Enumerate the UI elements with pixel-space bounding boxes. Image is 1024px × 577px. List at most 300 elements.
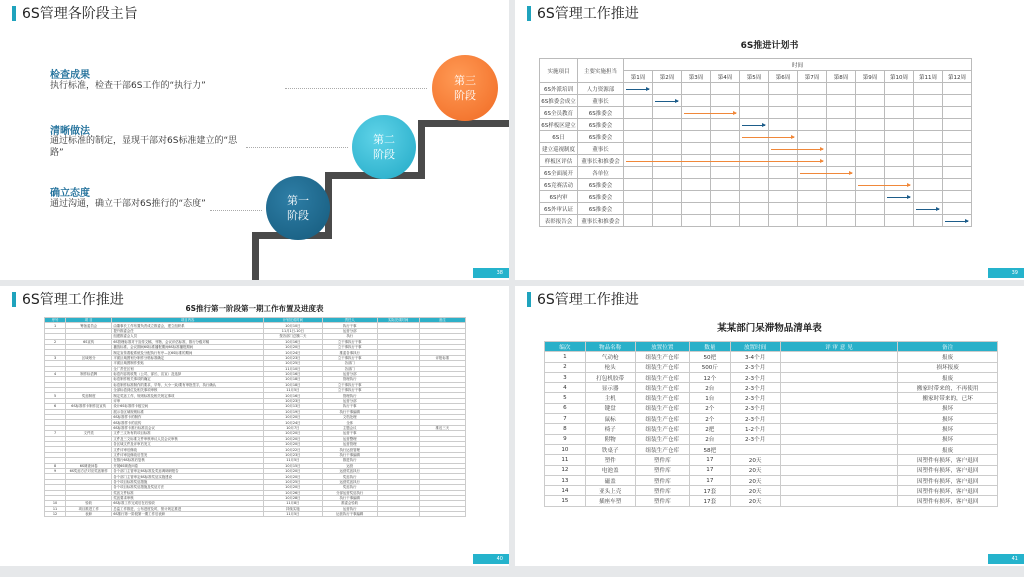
slide-title: 6S管理工作推进 <box>537 292 639 308</box>
table-row <box>545 414 998 424</box>
table-cell: 运营奖惩执行 <box>322 479 377 484</box>
week-header: 第12周 <box>943 71 972 83</box>
gantt-cell <box>711 203 740 215</box>
table-cell <box>780 465 898 475</box>
table-cell: 6S调查问卷 <box>66 463 112 468</box>
gantt-cell <box>682 215 711 227</box>
table-cell: 执行 <box>322 334 377 339</box>
gantt-cell <box>711 95 740 107</box>
gantt-arrow <box>887 197 910 198</box>
gantt-chart <box>539 58 972 227</box>
table-cell: 文档处理 <box>322 415 377 420</box>
table-cell: 组装生产仓库 <box>635 424 689 434</box>
table-cell: 开展6S调查问卷 <box>112 463 264 468</box>
table-cell: 验收 <box>66 501 112 506</box>
table-cell: 10月15日 <box>263 463 322 468</box>
table-cell: 500斤 <box>689 362 730 372</box>
gantt-owner: 6S推委会 <box>578 203 624 215</box>
table-cell: 组装生产仓库 <box>635 362 689 372</box>
gantt-item: 6S推委会成立 <box>540 95 578 107</box>
table-cell: 组装生产仓库 <box>635 393 689 403</box>
table-cell: 1-2个月 <box>730 424 780 434</box>
gantt-cell <box>943 215 972 227</box>
gantt-cell <box>711 179 740 191</box>
gantt-cell <box>624 191 653 203</box>
table-cell: 运营分部 <box>322 328 377 333</box>
gantt-cell <box>740 107 769 119</box>
table-cell: 10月20日 <box>263 485 322 490</box>
gantt-row <box>540 119 972 131</box>
gantt-cell <box>827 203 856 215</box>
table-cell: 20天 <box>730 496 780 506</box>
table-cell: 10月20日 <box>263 474 322 479</box>
col-item-header: 实施项目 <box>540 59 578 83</box>
table-cell: 展示各区域规则标准 <box>112 409 264 414</box>
table-cell: 10月26日 <box>263 490 322 495</box>
table-cell: 报废 <box>898 352 998 362</box>
table-cell: 文件评审及修改后签发 <box>112 452 264 457</box>
gantt-cell <box>856 119 885 131</box>
table-cell: 报废 <box>898 372 998 382</box>
table-cell: 17 <box>689 465 730 475</box>
gantt-item: 6S样板区建立 <box>540 119 578 131</box>
table-row <box>545 475 998 485</box>
slide-plan-schedule[interactable] <box>515 0 1024 280</box>
gantt-cell <box>856 107 885 119</box>
gantt-item: 6S外审认证 <box>540 203 578 215</box>
table-cell: 10月16日 <box>263 339 322 344</box>
gantt-cell <box>624 167 653 179</box>
table-cell: 17 <box>689 455 730 465</box>
table-cell: 运营整理 <box>322 436 377 441</box>
table-cell: 塑件库 <box>635 475 689 485</box>
plan-title: 6S推进计划书 <box>740 41 799 51</box>
table-cell: 9 <box>45 468 66 473</box>
table-cell: 10月23日 <box>263 355 322 360</box>
column-header: 备注 <box>419 318 465 323</box>
gantt-cell <box>914 203 943 215</box>
gantt-cell <box>769 191 798 203</box>
table-cell: 标语制作标准制作的要求，早每、大小一致/要有审批签字，执行确认 <box>112 382 264 387</box>
table-cell: 运营干事 <box>322 431 377 436</box>
table-cell: 2-3个月 <box>730 414 780 424</box>
table-cell: 运营执行干事编辑 <box>322 512 377 517</box>
table-cell: 9 <box>545 434 586 444</box>
gantt-cell <box>914 155 943 167</box>
gantt-cell <box>769 167 798 179</box>
page-number: 41 <box>988 554 1024 564</box>
table-cell: 持续实施 <box>263 506 322 511</box>
table-cell: 10 <box>545 444 586 454</box>
gantt-cell <box>827 179 856 191</box>
gantt-cell <box>914 179 943 191</box>
gantt-cell <box>914 107 943 119</box>
table-cell: 20天 <box>730 465 780 475</box>
gantt-cell <box>653 179 682 191</box>
page-number: 38 <box>473 268 509 278</box>
table-row <box>545 455 998 465</box>
table-cell: 立干事执行干事 <box>322 344 377 349</box>
gantt-owner: 人力资源部 <box>578 83 624 95</box>
table-cell: 17套 <box>689 496 730 506</box>
slide-idle-items[interactable] <box>515 286 1024 566</box>
gantt-cell <box>914 119 943 131</box>
gantt-item: 表彰报告会 <box>540 215 578 227</box>
table-cell: 各区域文件及评审后发文 <box>112 441 264 446</box>
phase-3-heading: 检查成果 <box>50 70 90 81</box>
gantt-cell <box>856 95 885 107</box>
table-cell: 2台 <box>689 383 730 393</box>
table-cell: 6S宣传 <box>66 339 112 344</box>
gantt-owner: 6S推委会 <box>578 179 624 191</box>
gantt-owner: 董事长 <box>578 95 624 107</box>
gantt-cell <box>682 191 711 203</box>
table-cell: 文件及三文标准文件审核审议人员会议审核 <box>112 436 264 441</box>
gantt-arrow <box>858 185 910 186</box>
table-cell: 运营分部 <box>322 398 377 403</box>
gantt-cell <box>740 167 769 179</box>
table-cell: 10月16日 <box>263 371 322 376</box>
table-row <box>545 424 998 434</box>
gantt-header-row <box>540 59 972 71</box>
gantt-row <box>540 83 972 95</box>
gantt-cell <box>769 95 798 107</box>
table-cell: 评审 <box>112 398 264 403</box>
column-header: 实际完成时间 <box>377 318 419 323</box>
gantt-row <box>540 167 972 179</box>
table-cell: 6S标准样卡制作及宣传 <box>66 404 112 409</box>
table-cell: 2-3个月 <box>730 403 780 413</box>
leader-line <box>285 88 427 89</box>
phase-1-circle: 第一 阶段 <box>266 176 330 240</box>
gantt-row <box>540 131 972 143</box>
gantt-item: 6S日 <box>540 131 578 143</box>
gantt-cell <box>624 119 653 131</box>
gantt-cell <box>711 131 740 143</box>
table-cell: 执行干事编辑 <box>322 495 377 500</box>
table-cell: 各个部门主管审定6S标准奖惩实施建设 <box>112 474 264 479</box>
column-header: 项 目 <box>66 318 112 323</box>
gantt-item: 6S全面展开 <box>540 167 578 179</box>
gantt-cell <box>798 203 827 215</box>
gantt-cell <box>827 215 856 227</box>
gantt-cell <box>885 203 914 215</box>
stair-step <box>418 120 509 127</box>
gantt-cell <box>885 155 914 167</box>
table-cell: 报废 <box>898 444 998 454</box>
gantt-arrow <box>800 173 852 174</box>
table-cell: 10月18日 <box>263 377 322 382</box>
table-cell: 立干事执行干事 <box>322 355 377 360</box>
table-cell: 20天 <box>730 475 780 485</box>
gantt-cell <box>769 203 798 215</box>
table-cell: 损坏 <box>898 414 998 424</box>
table-cell: 表彰 <box>66 512 112 517</box>
table-cell: 运营 <box>322 463 377 468</box>
table-cell: 各个项目标准奖惩措施及奖惩方法 <box>112 485 264 490</box>
table-cell: 塑件库 <box>635 486 689 496</box>
table-cell: 执行干事编辑 <box>322 409 377 414</box>
gantt-cell <box>943 107 972 119</box>
table-cell: 11月1日-10日 <box>263 328 322 333</box>
gantt-cell <box>914 95 943 107</box>
gantt-cell <box>624 83 653 95</box>
week-header: 第3周 <box>682 71 711 83</box>
table-cell: 2-3个月 <box>730 434 780 444</box>
table-cell: 因塑件有损坏，客户退回 <box>898 475 998 485</box>
gantt-cell <box>769 179 798 191</box>
gantt-cell <box>798 191 827 203</box>
gantt-cell <box>769 143 798 155</box>
gantt-cell <box>827 83 856 95</box>
table-cell: 椅子 <box>585 424 635 434</box>
table-cell: 亚头上壳 <box>585 486 635 496</box>
table-cell: 3 <box>545 372 586 382</box>
table-cell: 10月13日 <box>263 404 322 409</box>
gantt-cell <box>769 107 798 119</box>
header-row <box>545 342 998 352</box>
gantt-cell <box>682 179 711 191</box>
table-cell: 2 <box>45 339 66 344</box>
week-header: 第4周 <box>711 71 740 83</box>
table-cell: 制定奖惩工作，规则标准及相关规定事项 <box>112 393 264 398</box>
table-cell: 17 <box>689 475 730 485</box>
gantt-owner: 6S推委会 <box>578 131 624 143</box>
table-cell <box>780 403 898 413</box>
phase-3-desc: 执行标准，检查干部6S工作的“执行力” <box>50 81 206 91</box>
gantt-cell <box>885 191 914 203</box>
gantt-cell <box>740 143 769 155</box>
table-cell: 平面区域图制作张贴 <box>112 361 264 366</box>
table-cell: 执行干事 <box>322 323 377 328</box>
table-row <box>545 372 998 382</box>
gantt-cell <box>798 215 827 227</box>
table-cell: 各部门 <box>322 361 377 366</box>
table-cell: 2把 <box>689 424 730 434</box>
table-row <box>545 444 998 454</box>
table-cell <box>377 512 419 517</box>
column-header: 序号 <box>45 318 66 323</box>
table-cell: 全部标语到位及相关事项审核 <box>112 388 264 393</box>
table-cell: 评报标准 <box>419 355 465 360</box>
gantt-cell <box>624 107 653 119</box>
table-cell: 10月25日 <box>263 479 322 484</box>
table-row <box>45 512 466 517</box>
table-cell: 10月20日 <box>263 436 322 441</box>
gantt-owner: 6S推委会 <box>578 119 624 131</box>
gantt-arrow <box>771 149 823 150</box>
table-cell: 10月24日 <box>263 350 322 355</box>
gantt-cell <box>653 215 682 227</box>
table-cell: 13 <box>545 475 586 485</box>
gantt-cell <box>653 107 682 119</box>
table-cell: 主机 <box>585 393 635 403</box>
table-cell: 总监工作推进，公布进度及时，预计规定推进 <box>112 506 264 511</box>
table-cell: 插座车塑 <box>585 496 635 506</box>
gantt-cell <box>827 95 856 107</box>
table-cell: 管理执行 <box>322 393 377 398</box>
gantt-cell <box>740 191 769 203</box>
gantt-cell <box>827 191 856 203</box>
gantt-row <box>540 215 972 227</box>
table-cell: 11 <box>545 455 586 465</box>
table-cell: 3-4个月 <box>730 352 780 362</box>
gantt-cell <box>624 143 653 155</box>
table-cell: 损坏报废 <box>898 362 998 372</box>
gantt-cell <box>943 167 972 179</box>
page-number: 40 <box>473 554 509 564</box>
table-cell: 11月10日 <box>263 366 322 371</box>
gantt-cell <box>682 107 711 119</box>
table-cell: 1 <box>545 352 586 362</box>
gantt-cell <box>740 203 769 215</box>
table-cell <box>780 372 898 382</box>
slide-first-phase-table[interactable] <box>0 286 509 566</box>
table-cell <box>419 512 465 517</box>
table-cell: 塑件 <box>585 455 635 465</box>
gantt-cell <box>914 215 943 227</box>
stair-step <box>252 237 259 280</box>
progress-table <box>44 317 466 517</box>
column-header: 放置时间 <box>730 342 780 352</box>
gantt-cell <box>856 143 885 155</box>
table-cell: 推迟三天 <box>419 425 465 430</box>
gantt-table <box>539 58 972 227</box>
table-cell: 10月24日 <box>263 420 322 425</box>
gantt-cell <box>653 119 682 131</box>
gantt-cell <box>798 83 827 95</box>
gantt-cell <box>856 215 885 227</box>
table-row <box>545 383 998 393</box>
gantt-row <box>540 203 972 215</box>
gantt-cell <box>740 179 769 191</box>
table-cell: 因塑件有损坏，客户退回 <box>898 486 998 496</box>
table-cell: 平面区域图划分制作分格标准确定 <box>112 355 264 360</box>
gantt-arrow <box>742 125 765 126</box>
table-cell: 鼠标 <box>585 414 635 424</box>
column-header: 备注 <box>898 342 998 352</box>
table-cell: 文件评审后修改 <box>112 447 264 452</box>
table-cell: 3 <box>45 355 66 360</box>
table-cell: 10月20日 <box>263 441 322 446</box>
gantt-owner: 各单位 <box>578 167 624 179</box>
gantt-cell <box>711 119 740 131</box>
gantt-arrow <box>626 89 649 90</box>
table-cell: 6S推行第一阶段第一期工作后表彰 <box>112 512 264 517</box>
gantt-owner: 6S推委会 <box>578 191 624 203</box>
table-cell: 项目推进工作 <box>66 506 112 511</box>
gantt-item: 6S外派培训 <box>540 83 578 95</box>
table-cell: 奖惩执行 <box>322 485 377 490</box>
gantt-cell <box>740 215 769 227</box>
col-owner-header: 主要实施担当 <box>578 59 624 83</box>
table-cell: 6S标准样卡推行标准宣会议 <box>112 425 264 430</box>
table-cell: 各部门 <box>322 366 377 371</box>
gantt-cell <box>798 179 827 191</box>
table-cell: 执行干事编辑 <box>322 452 377 457</box>
gantt-cell <box>682 95 711 107</box>
slide-title: 6S管理工作推进 <box>537 6 639 22</box>
table-row <box>545 496 998 506</box>
gantt-cell <box>682 143 711 155</box>
table-cell: 制作标语牌 <box>66 371 112 376</box>
gantt-cell <box>624 179 653 191</box>
gantt-cell <box>885 215 914 227</box>
slide-phases[interactable] <box>0 0 509 280</box>
table-cell <box>780 434 898 444</box>
gantt-cell <box>885 95 914 107</box>
gantt-cell <box>885 131 914 143</box>
table-cell: 按各部门总额二天 <box>263 334 322 339</box>
table-cell: 搬家时带来的，不再使用 <box>898 383 998 393</box>
gantt-cell <box>856 131 885 143</box>
table-cell: 全体 <box>322 420 377 425</box>
table-cell: 组装生产仓库 <box>635 372 689 382</box>
gantt-owner: 董事长和推委会 <box>578 155 624 167</box>
idle-items-table <box>544 341 998 507</box>
table-cell: 在推行6S标准后复核 <box>112 458 264 463</box>
table-cell: 组装生产仓库 <box>635 352 689 362</box>
table-cell: 10月20日 <box>263 344 322 349</box>
table-cell: 制定宣传看板系统及分配执行有序—区6S标准的期间 <box>112 350 264 355</box>
gantt-row <box>540 95 972 107</box>
table-cell: 塑件库 <box>635 455 689 465</box>
gantt-cell <box>711 143 740 155</box>
table-title: 6S推行第一阶段第一期工作布置及进度表 <box>185 304 324 313</box>
table-cell: 推进执行 <box>322 458 377 463</box>
table-cell: 2-3个月 <box>730 383 780 393</box>
table-cell: 播放标准、会议期间6S标准播报期间6S标准播报期间 <box>112 344 264 349</box>
table-cell: 12个 <box>689 372 730 382</box>
table-cell: 筹备委员会 <box>66 323 112 328</box>
table-cell: 8 <box>45 463 66 468</box>
gantt-cell <box>885 143 914 155</box>
week-header: 第8周 <box>827 71 856 83</box>
table-cell: 2-3个月 <box>730 372 780 382</box>
column-header: 评 审 意 见 <box>780 342 898 352</box>
gantt-cell <box>711 191 740 203</box>
gantt-cell <box>914 83 943 95</box>
col-time-header: 时间 <box>624 59 972 71</box>
phase-2-heading: 清晰做法 <box>50 126 90 137</box>
gantt-item: 6S竞赛活动 <box>540 179 578 191</box>
gantt-cell <box>653 143 682 155</box>
gantt-cell <box>943 131 972 143</box>
title-accent-bar <box>527 6 531 21</box>
table-cell: 推委会验收 <box>322 501 377 506</box>
gantt-cell <box>914 131 943 143</box>
gantt-cell <box>740 119 769 131</box>
gantt-item: 6S内审 <box>540 191 578 203</box>
table-cell: 运营执行 <box>322 506 377 511</box>
gantt-cell <box>827 143 856 155</box>
table-cell: 标语内容的收集（公司、部长、宣宣）及选择 <box>112 371 264 376</box>
gantt-cell <box>653 191 682 203</box>
gantt-cell <box>856 179 885 191</box>
table-cell: 10月10日 <box>263 323 322 328</box>
table-cell: 5 <box>45 393 66 398</box>
table-cell <box>780 496 898 506</box>
table-cell: 1 <box>45 323 66 328</box>
table-cell: 10月16日 <box>263 393 322 398</box>
idle-items-table-wrap <box>544 341 998 507</box>
gantt-cell <box>624 215 653 227</box>
table-cell: 10月20日 <box>263 415 322 420</box>
table-cell: 17套 <box>689 486 730 496</box>
table-cell: 7 <box>545 414 586 424</box>
table-cell: 10 <box>45 501 66 506</box>
table-cell: 组装生产仓库 <box>635 403 689 413</box>
